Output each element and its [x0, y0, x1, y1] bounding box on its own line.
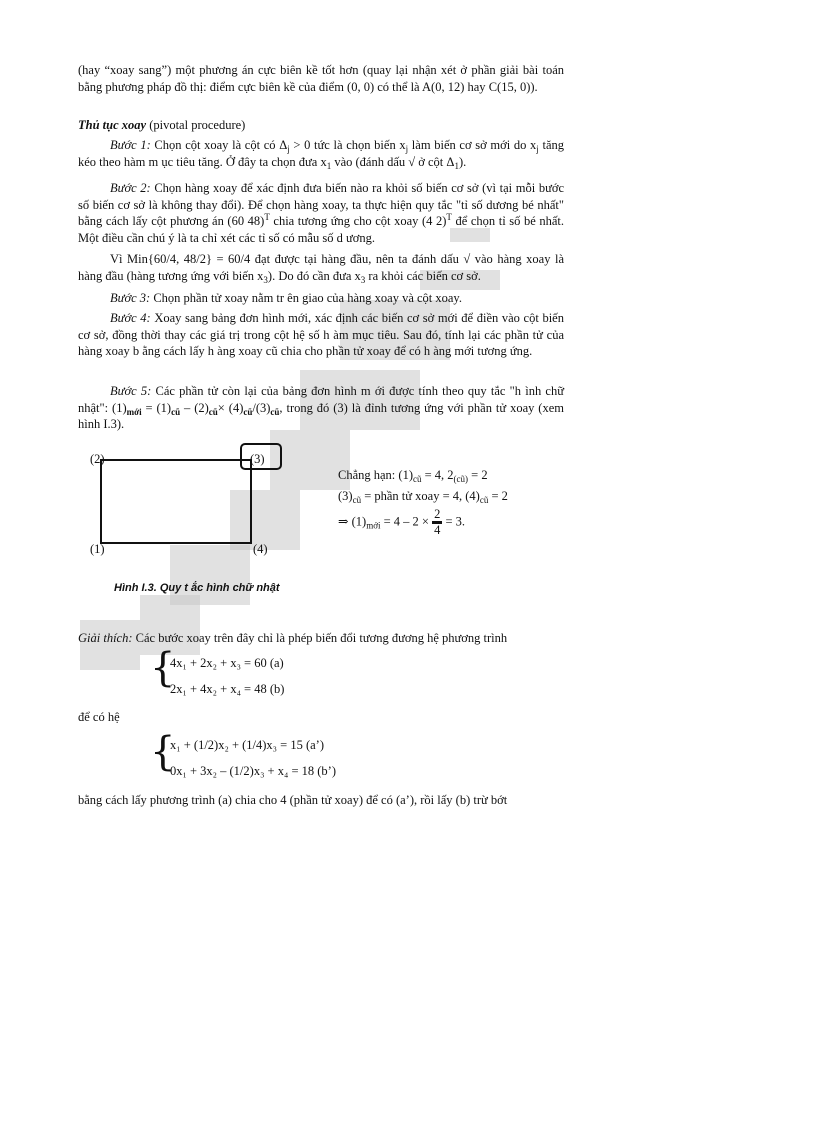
sub-cu: cũ — [243, 406, 253, 417]
step-5-text: – (2) — [180, 400, 209, 415]
intro-line-2: toán bằng phương pháp đồ thị: điểm cực biên kề của điểm (0, 0) có thể là A(0, 12) hay — [78, 63, 564, 94]
system-1-row-1: 4x₁ + 2x₂ + x₃ = 60 (a) — [170, 656, 284, 670]
step-1-text: ). — [458, 154, 467, 169]
last-line: bằng cách lấy phương trình (a) chia cho 4 (phần tử xoay) để có (a’), rồi lấy (b) trừ bớt — [78, 793, 508, 807]
example-text: = 4 – 2 × — [380, 514, 429, 529]
min-text: ). Do đó cần đưa x — [267, 268, 361, 283]
corner-4-label: (4) — [253, 542, 268, 556]
step-1: Bước 1: Chọn cột xoay là cột có $\Delta_j > 0$ tức là chọn biến $x_j$ làm biến cơ sở mới do $x_j$ tăng kéo theo hàm m ục tiêu tăng. Ở đây ta chọn đưa $x_1$ vào (đánh dấu √ ở cột $\Delta_1$). — [78, 138, 564, 171]
intro-paragraph — [78, 62, 564, 95]
intro-line-1: (hay “xoay sang”) một phương án cực biên kề tốt hơn (quay lại nhận xét ở phần giải bài — [78, 63, 539, 77]
example-text: Chẳng hạn: (1) — [338, 468, 413, 482]
step-1-label: Bước 1: — [110, 138, 151, 152]
step-5-label: Bước 5: — [110, 384, 152, 398]
example-text: = phần tử xoay = 4, (4) — [361, 489, 480, 503]
example-line-1 — [338, 465, 488, 485]
step-1-text: > 0 tức là chọn biến x — [289, 138, 406, 152]
corner-3-label: (3) — [250, 452, 265, 466]
step-3 — [78, 290, 564, 307]
step-1-text: Chọn cột xoay là cột có Δ — [150, 138, 288, 152]
step-3-text: Chọn phần tử xoay nằm tr ên giao của hàng xoay và cột xoay. — [150, 291, 462, 305]
step-5-text: × (4) — [217, 400, 244, 415]
sub-cu: cũ — [171, 406, 181, 417]
system-2-row-1: x₁ + (1/2)x₂ + (1/4)x₃ = 15 (a’) — [170, 738, 324, 752]
example-text: (3) — [338, 489, 353, 503]
example-text: = 2 — [488, 489, 508, 503]
sub-cu: cũ — [352, 495, 362, 505]
min-text: Vì Min{60/4, 48/2} = 60/4 đạt được tại hàng đầu, nên ta đánh dấu √ vào hàng xoay là hàng đầu (hàng tương ứng với biến x — [78, 252, 564, 283]
explain-text: Các bước xoay trên đây chỉ là phép biến đổi tương đương hệ phương trình — [132, 631, 508, 645]
step-3-label: Bước 3: — [110, 291, 151, 305]
fraction-numerator: 2 — [432, 508, 442, 524]
step-2-text: để chọn tỉ số bé nhất. Một điều cần chú ý là ta chỉ xét các tỉ số có mẫu số d ương. — [78, 214, 564, 245]
sub-cu: cũ — [208, 406, 218, 417]
step-5-text: /(3) — [252, 400, 271, 415]
mid-text: để có hệ — [78, 710, 120, 724]
example-text: ⇒ (1) — [338, 514, 367, 529]
fraction-denominator: 4 — [434, 523, 441, 537]
figure-caption: Hình I.3. Quy t ắc hình chữ nhật — [114, 582, 280, 594]
step-5 — [78, 383, 564, 433]
step-4-text: Xoay sang bảng đơn hình mới, xác định các biến cơ sở mới để điền vào cột biến cơ sở, đồng thời thay các giá trị trong cột hệ số h àm mục tiêu. Sau đó, tính lại các phần tử của hàng xoay b ằng cách lấy h àng xoay cũ chia cho phần tử xoay để có h àng mới tương ứng. — [78, 311, 564, 358]
sub-cu: cũ — [479, 495, 489, 505]
step-5-text: Các phần tử còn lại của bảng đơn hình m ới được tính theo quy tắc "h ình chữ nhật": (1) — [78, 384, 564, 415]
min-paragraph: Vì Min{60/4, 48/2} = 60/4 đạt được tại hàng đầu, nên ta đánh dấu √ vào hàng xoay là hàng đầu (hàng tương ứng với biến $x_3$). Do đó cần đưa $x_3$ ra khỏi các biến cơ sở. — [78, 252, 564, 285]
min-text: ra khỏi các biến cơ sở. — [365, 268, 481, 283]
example-text: = 3. — [445, 514, 465, 529]
step-2-text: chia tương ứng cho cột xoay (4 2) — [269, 214, 447, 228]
brace-1: { — [150, 645, 176, 691]
example-text: = 2 — [468, 468, 488, 482]
fraction — [432, 508, 442, 537]
procedure-title: Thủ tục xoay — [78, 118, 147, 132]
step-1-text: tăng kéo theo hàm m ục tiêu tăng. Ở đây ta chọn đưa x — [78, 138, 564, 169]
system-2-row-2: 0x₁ + 3x₂ – (1/2)x₃ + x₄ = 18 (b’) — [170, 764, 336, 778]
sub-moi: mới — [366, 520, 381, 531]
brace-2: { — [150, 729, 176, 775]
step-5-text: = (1) — [141, 400, 172, 415]
corner-2-label: (2) — [90, 452, 105, 466]
example-line-3 — [338, 508, 465, 537]
intro-line-3: C(15, 0)). — [488, 79, 538, 94]
step-2: Bước 2: Chọn hàng xoay để xác định đưa biến nào ra khỏi số biến cơ sở (vì tại mỗi bước số biến cơ sở là không thay đổi). Để chọn hàng xoay, ta thực hiện quy tắc "tỉ số dương bé nhất" bằng cách lấy cột phương án (60 48)$^T$ chia tương ứng cho cột xoay (4 2)$^T$ để chọn tỉ số bé nhất. Một điều cần chú ý là ta chỉ xét các tỉ số có mẫu số d ương. — [78, 181, 564, 245]
rectangle-diagram — [100, 459, 252, 544]
system-1-row-2: 2x₁ + 4x₂ + x₄ = 48 (b) — [170, 682, 285, 696]
step-1-text: vào (đánh dấu √ ở cột Δ — [331, 154, 455, 169]
example-text: = 4, 2 — [421, 468, 454, 482]
sub-moi: mới — [126, 406, 142, 417]
step-1-text: làm biến cơ sở mới do x — [408, 138, 537, 152]
step-2-label: Bước 2: — [110, 181, 151, 195]
step-4-label: Bước 4: — [110, 311, 151, 325]
procedure-title-en: (pivotal procedure) — [146, 118, 246, 132]
corner-1-label: (1) — [90, 542, 105, 556]
example-line-2 — [338, 486, 508, 506]
procedure-heading — [78, 117, 564, 134]
step-2-text: Chọn hàng xoay để xác định đưa biến nào ra khỏi số biến cơ sở (vì tại mỗi bước số biến cơ sở là không thay đổi). Để chọn hàng xoay, ta thực hiện quy tắc "tỉ số dương bé nhất" bằng cách lấy cột phương án (60 48) — [78, 181, 564, 228]
step-5-text: , trong đó (3) là đỉnh tương ứng với phần tử xoay (xem hình I.3). — [78, 400, 564, 431]
explain-label: Giải thích: — [78, 631, 133, 645]
sub-cu: cũ — [270, 406, 280, 417]
sub-cu: (cũ) — [453, 474, 469, 484]
sub-cu: cũ — [412, 474, 422, 484]
step-4 — [78, 310, 564, 360]
